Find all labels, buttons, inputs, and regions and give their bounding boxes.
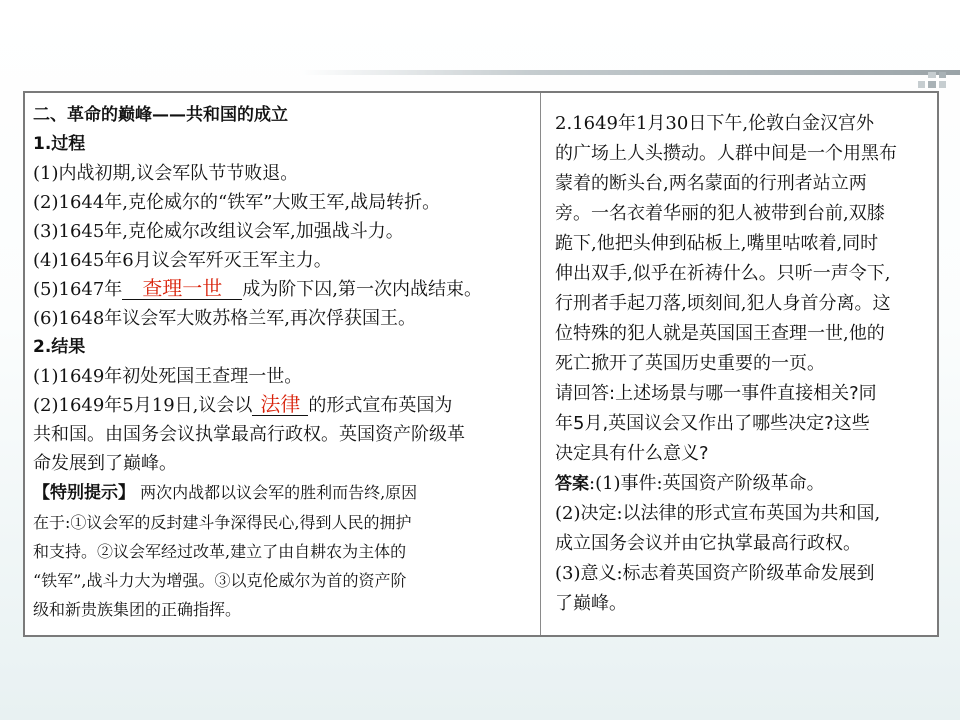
- question-line-2: 的广场上人头攒动。人群中间是一个用黑布: [555, 143, 897, 164]
- process-item-1: (1)内战初期,议会军队节节败退。: [33, 163, 299, 184]
- result-heading: 2.结果: [33, 337, 86, 357]
- process-item-6: (6)1648年议会军大败苏格兰军,再次俘获国王。: [33, 308, 417, 329]
- answer-label: 答案: [555, 474, 589, 494]
- special-tip-line-2: 在于:①议会军的反封建斗争深得民心,得到人民的拥护: [33, 513, 412, 532]
- special-tip-label: 【特别提示】: [33, 483, 135, 503]
- special-tip-first-line: 两次内战都以议会军的胜利而告终,原因: [140, 483, 418, 502]
- process-item-5-suffix: 成为阶下囚,第一次内战结束。: [242, 279, 483, 300]
- question-line-6: 伸出双手,似乎在祈祷什么。只听一声令下,: [555, 263, 891, 284]
- question-line-4: 旁。一名衣着华丽的犯人被带到台前,双膝: [555, 203, 885, 224]
- content-card: [23, 91, 939, 637]
- process-item-4: (4)1645年6月议会军歼灭王军主力。: [33, 250, 332, 271]
- special-tip-line-5: 级和新贵族集团的正确指挥。: [33, 600, 242, 619]
- question-line-3: 蒙着的断头台,两名蒙面的行刑者站立两: [555, 173, 867, 194]
- question-line-7: 行刑者手起刀落,顷刻间,犯人身首分离。这: [555, 293, 891, 314]
- result-item-2-prefix: (2)1649年5月19日,议会以: [33, 395, 253, 416]
- question-prompt-1: 请回答:上述场景与哪一事件直接相关?同: [555, 383, 877, 404]
- question-prompt-3: 决定具有什么意义?: [555, 443, 709, 464]
- question-line-1: 2.1649年1月30日下午,伦敦白金汉宫外: [555, 113, 875, 134]
- answer-line-3: 成立国务会议并由它执掌最高行政权。: [555, 533, 861, 554]
- result-item-2-cont-1: 共和国。由国务会议执掌最高行政权。英国资产阶级革: [33, 424, 465, 445]
- process-item-2: (2)1644年,克伦威尔的“铁军”大败王军,战局转折。: [33, 192, 441, 213]
- process-item-3: (3)1645年,克伦威尔改组议会军,加强战斗力。: [33, 221, 404, 242]
- process-item-5-prefix: (5)1647年: [33, 279, 123, 300]
- header-divider-line: [300, 70, 960, 75]
- special-tip-line-4: “铁军”,战斗力大为增强。③以克伦威尔为首的资产阶: [33, 571, 407, 590]
- answer-line-1: [555, 469, 931, 499]
- answer-line-5: 了巅峰。: [555, 593, 627, 614]
- result-item-2: [33, 391, 534, 420]
- question-line-5: 跪下,他把头伸到砧板上,嘴里咕哝着,同时: [555, 233, 879, 254]
- question-line-9: 死亡掀开了英国历史重要的一页。: [555, 353, 825, 374]
- result-item-2-suffix: 的形式宣布英国为: [308, 395, 453, 416]
- process-heading: 1.过程: [33, 134, 86, 154]
- question-prompt-2: 年5月,英国议会又作出了哪些决定?这些: [555, 413, 870, 434]
- special-tip: [33, 478, 534, 508]
- result-item-2-cont-2: 命发展到了巅峰。: [33, 453, 177, 474]
- special-tip-line-3: 和支持。②议会军经过改革,建立了由自耕农为主体的: [33, 542, 407, 561]
- section-heading: 二、革命的巅峰——共和国的成立: [33, 105, 288, 125]
- answer-line-4: (3)意义:标志着英国资产阶级革命发展到: [555, 563, 875, 584]
- answer-first-line: :(1)事件:英国资产阶级革命。: [589, 473, 825, 494]
- fill-blank-charles: 查理一世: [122, 277, 242, 300]
- left-column: [25, 93, 541, 635]
- result-item-1: (1)1649年初处死国王查理一世。: [33, 366, 303, 387]
- answer-line-2: (2)决定:以法律的形式宣布英国为共和国,: [555, 503, 881, 524]
- right-column: [541, 93, 937, 635]
- question-line-8: 位特殊的犯人就是英国国王查理一世,他的: [555, 323, 885, 344]
- process-item-5: [33, 275, 534, 304]
- fill-blank-law: 法律: [252, 393, 308, 416]
